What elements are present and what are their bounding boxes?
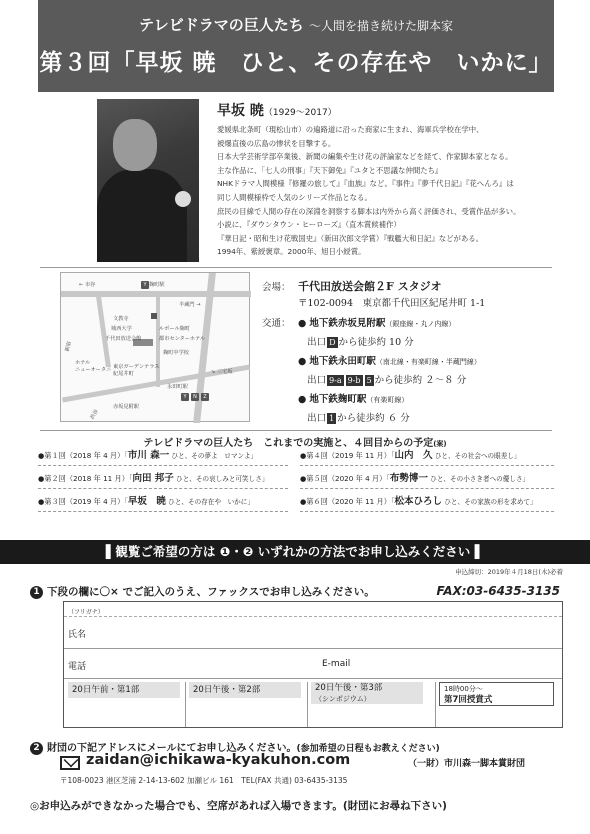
map-label-kojimachi-station: 麹町駅 <box>149 282 165 288</box>
route-line: 地下鉄麹町駅 <box>309 394 367 405</box>
map-label-shibuya: 渋谷 <box>89 408 100 421</box>
exit-prefix: 出口 <box>307 375 327 386</box>
exit-prefix: 出口 <box>307 413 327 424</box>
choice-label: 18時00分〜 <box>444 685 483 693</box>
schedule-item: ●第３回（2019 年 4 月）｢早坂 暁 ひと、その存在や いかに」 <box>38 496 254 507</box>
series-subtitle: 〜人間を描き続けた脚本家 <box>308 19 453 33</box>
map-label-bunkyo: 文教寺 <box>113 316 129 322</box>
bio-line: 1994年、紫綬褒章。2000年、旭日小綬賞。 <box>217 247 366 257</box>
schedule-item-num: ●第６回（2020 年 11 月） <box>300 497 391 506</box>
schedule-item-name: 布勢博一 <box>389 473 428 484</box>
foundation-address: 〒108-0023 港区芝浦 2-14-13-602 加瀬ビル 161 TEL(FAX 共通) 03-6435-3135 <box>60 776 348 785</box>
choice-session-2[interactable] <box>189 682 301 698</box>
foundation-name: （一財）市川森一脚本賞財団 <box>408 759 526 769</box>
map-label-toshi-center: 都市センターホテル <box>159 336 206 342</box>
email-instructions-text: 財団の下記アドレスにメールにてお申し込みください。 <box>47 743 297 754</box>
event-title: 第３回「早坂 暁 ひと、その存在や いかに」 <box>39 49 553 76</box>
form-divider <box>435 682 436 727</box>
schedule-item: ●第５回（2020 年 4 月）｢布勢博一 ひと、その小さき者への優しさ」 <box>300 473 530 484</box>
station-mark: N <box>191 393 199 401</box>
map-label-akasakamitsuke: 赤坂見附駅 <box>113 404 139 410</box>
step-1-badge: 1 <box>30 586 43 599</box>
phone-label: 電話 <box>68 662 87 672</box>
fax-number[interactable]: FAX:03-6435-3135 <box>436 584 560 598</box>
step-2-badge: 2 <box>30 742 43 755</box>
schedule-item-desc: ひと、その社会への眼差し」 <box>434 452 521 460</box>
bio-line: 同じ人間模様枠で人気のシリーズ作品となる。 <box>217 192 372 202</box>
schedule-divider <box>300 488 554 489</box>
fax-instructions <box>30 584 375 599</box>
email-instructions-note: (参加希望の日程もお教えください) <box>296 744 440 754</box>
schedule-item-desc: ひと、その存在や いかに」 <box>168 498 254 506</box>
bio-text <box>217 123 562 259</box>
schedule-item-num: ●第２回（2018 年 11 月） <box>38 474 129 483</box>
map-label-hotel: ホテル ニューオータニ <box>75 360 112 373</box>
route-walk: から徒歩約 ６ 分 <box>337 413 410 424</box>
schedule-item: ●第６回（2020 年 11 月）｢松本ひろし ひと、その家族の形を求めて」 <box>300 496 537 507</box>
schedule-item-desc: ひと、その哀しみと可笑しさ」 <box>176 475 269 483</box>
schedule-item: ●第１回（2018 年 4 月）｢市川 森一 ひと、その夢よ ロマンよ」 <box>38 450 258 461</box>
route-row: ● 地下鉄永田町駅（南北線・有楽町線・半蔵門線） <box>298 356 481 367</box>
event-header <box>38 0 554 92</box>
map-label-chiyoda: 千代田放送会館 <box>105 336 142 342</box>
bio-name-text: 早坂 暁 <box>217 103 264 119</box>
venue-info <box>262 279 562 427</box>
schedule-item-desc: ひと、その家族の形を求めて」 <box>444 498 537 506</box>
portrait-lamp <box>175 191 191 207</box>
application-form <box>63 601 563 728</box>
schedule-item: ●第２回（2018 年 11 月）｢向田 邦子 ひと、その哀しみと可笑しさ」 <box>38 473 269 484</box>
name-label: 氏名 <box>68 630 87 640</box>
form-divider <box>64 616 562 617</box>
form-divider <box>185 682 186 727</box>
route-row: 交通： ● 地下鉄赤坂見附駅（銀座線・丸ノ内線） <box>262 316 562 332</box>
schedule-item-desc: ひと、その小さき者への優しさ」 <box>430 475 530 483</box>
choice-label: 20日午後・第3部 <box>315 683 383 693</box>
map-building <box>151 313 157 319</box>
fax-instructions-text: 下段の欄に〇× でご記入のうえ、ファックスでお申し込みください。 <box>47 586 375 598</box>
choice-session-1[interactable] <box>68 682 180 698</box>
station-mark: Y <box>141 281 149 289</box>
schedule-divider <box>38 465 288 466</box>
exit-badge: D <box>329 338 336 347</box>
phone-field[interactable] <box>104 650 304 678</box>
route-exit-row <box>262 335 562 351</box>
series-title <box>38 14 554 35</box>
schedule-item-num: ●第５回（2020 年 4 月） <box>300 474 387 483</box>
divider <box>40 430 552 431</box>
choice-session-3[interactable] <box>311 682 423 704</box>
venue-row <box>262 279 562 296</box>
route-walk: から徒歩約 10 分 <box>338 337 414 348</box>
bio-line: 庶民の目線で人間の存在の深淵を洞察する脚本は内外から高く評価され、受賞作品が多い。 <box>217 206 521 216</box>
map-label-ichigaya: ← 市谷 <box>79 282 96 288</box>
schedule-item-desc: ひと、その夢よ ロマンよ」 <box>171 452 258 460</box>
route-line: 地下鉄赤坂見附駅 <box>309 318 386 329</box>
schedule-item-name: 山内 久 <box>394 450 433 461</box>
email-address[interactable]: zaidan@ichikawa-kyakuhon.com <box>86 752 351 768</box>
portrait-photo <box>97 99 199 262</box>
map-label-hanzomon: 半蔵門 → <box>179 302 201 308</box>
station-mark: Z <box>201 393 209 401</box>
furigana-label: （フリガナ） <box>68 609 104 616</box>
venue-address-row <box>262 296 562 312</box>
schedule-divider <box>300 465 554 466</box>
access-map <box>60 272 250 422</box>
schedule-divider <box>38 511 288 512</box>
email-field[interactable] <box>364 650 554 678</box>
form-divider <box>64 648 562 649</box>
exit-badge: 9-a <box>329 376 342 385</box>
schedule-title-note: (案) <box>433 440 447 448</box>
form-divider <box>64 678 562 679</box>
venue-address: 〒102-0094 東京都千代田区紀尾井町 1-1 <box>298 298 486 309</box>
choice-sublabel: （シンポジウム） <box>315 695 371 703</box>
bio-line: 主な作品に、「七人の刑事」『天下御免』『ユタと不思議な仲間たち』 <box>217 165 443 175</box>
apply-banner: ▌観覧ご希望の方は ❶・❷ いずれかの方法でお申し込みください ▌ <box>0 540 590 564</box>
transport-label: 交通： <box>262 318 291 329</box>
form-divider <box>307 682 308 727</box>
route-exit-row <box>262 411 562 427</box>
bio-line: 日本大学芸術学部卒業後、新聞の編集や生け花の評論家などを経て、作家脚本家となる。 <box>217 152 513 162</box>
map-label-garden-terrace: 東京ガーデンテラス 紀尾井町 <box>113 364 160 377</box>
schedule-item-name: 早坂 暁 <box>127 496 166 507</box>
schedule-item: ●第４回（2019 年 11 月）｢山内 久 ひと、その社会への眼差し」 <box>300 450 521 461</box>
bio-line: 小説に、『ダウンタウン・ヒーローズ』（直木賞候補作） <box>217 220 401 230</box>
map-label-shinjuku: 新宿 <box>64 340 73 353</box>
venue-label: 会場： <box>262 282 291 293</box>
schedule-divider <box>38 488 288 489</box>
schedule-item-num: ●第４回（2019 年 11 月） <box>300 451 391 460</box>
station-mark: Y <box>181 393 189 401</box>
route-walk: から徒歩約 ２〜８ 分 <box>374 375 467 386</box>
bio-name <box>217 100 337 120</box>
exit-prefix: 出口 <box>307 337 327 348</box>
choice-label: 20日午前・第1部 <box>72 685 140 695</box>
map-label-louvre: ルポール麹町 <box>159 326 191 332</box>
route-row: ● 地下鉄麹町駅（有楽町線） <box>298 394 409 405</box>
schedule-title-text: テレビドラマの巨人たち これまでの実施と、４回目からの予定 <box>143 438 434 449</box>
series-title-main: テレビドラマの巨人たち <box>139 16 304 34</box>
route-lines-note: （南北線・有楽町線・半蔵門線） <box>375 358 481 366</box>
choice-sublabel: 第7回授賞式 <box>444 695 493 705</box>
route-exit-row <box>262 373 562 389</box>
portrait-face <box>113 119 157 171</box>
schedule-item-name: 市川 森一 <box>127 450 170 461</box>
choice-awards[interactable] <box>439 682 554 706</box>
route-lines-note: （銀座線・丸ノ内線） <box>385 320 456 328</box>
bio-years: （1929〜2017） <box>263 108 337 118</box>
venue-name: 千代田放送会館２F スタジオ <box>298 280 442 293</box>
bio-line: 愛媛県北条町（現松山市）の遍路道に沿った商家に生まれ、海軍兵学校在学中、 <box>217 125 484 134</box>
route-line: 地下鉄永田町駅 <box>309 356 376 367</box>
map-road <box>96 297 111 367</box>
divider <box>40 267 552 268</box>
choice-label: 20日午後・第2部 <box>193 685 261 695</box>
bio-line: NHKドラマ人間模様『修羅の旅して』『血族』など。『事件』『夢千代日記』『花へんろ』は <box>217 179 514 189</box>
schedule-divider <box>300 511 554 512</box>
schedule-item-name: 松本ひろし <box>394 496 443 507</box>
deadline-note: 申込締切：2019年４月18日(木)必着 <box>455 568 563 576</box>
schedule-item-num: ●第３回（2019 年 4 月） <box>38 497 125 506</box>
route-lines-note: （有楽町線） <box>366 396 409 404</box>
portrait-body <box>97 169 187 262</box>
map-label-miyakezaka: ↘ 三宅坂 <box>211 369 233 375</box>
exit-badge: 1 <box>329 414 335 423</box>
name-field[interactable] <box>104 618 554 646</box>
exit-badge: 9-b <box>347 376 361 385</box>
bio-line: 『華日記・昭和生け花戦国史』（新田次郎文学賞）『戦艦大和日記』などがある。 <box>217 233 484 243</box>
map-label-josai: 城西大学 <box>111 326 132 332</box>
map-label-nagatacho: 永田町駅 <box>167 384 188 390</box>
envelope-icon <box>60 756 80 770</box>
email-label: E-mail <box>322 659 351 669</box>
bio-line: 被爆直後の広島の惨状を目撃する。 <box>217 138 336 148</box>
exit-badge: 5 <box>366 376 372 385</box>
final-note: ◎お申込みができなかった場合でも、空席があれば入場できます。(財団にお尋ね下さい) <box>30 800 447 812</box>
schedule-item-name: 向田 邦子 <box>132 473 174 484</box>
schedule-item-num: ●第１回（2018 年 4 月） <box>38 451 125 460</box>
map-label-kojimachi-jh: 麹町中学校 <box>163 350 189 356</box>
